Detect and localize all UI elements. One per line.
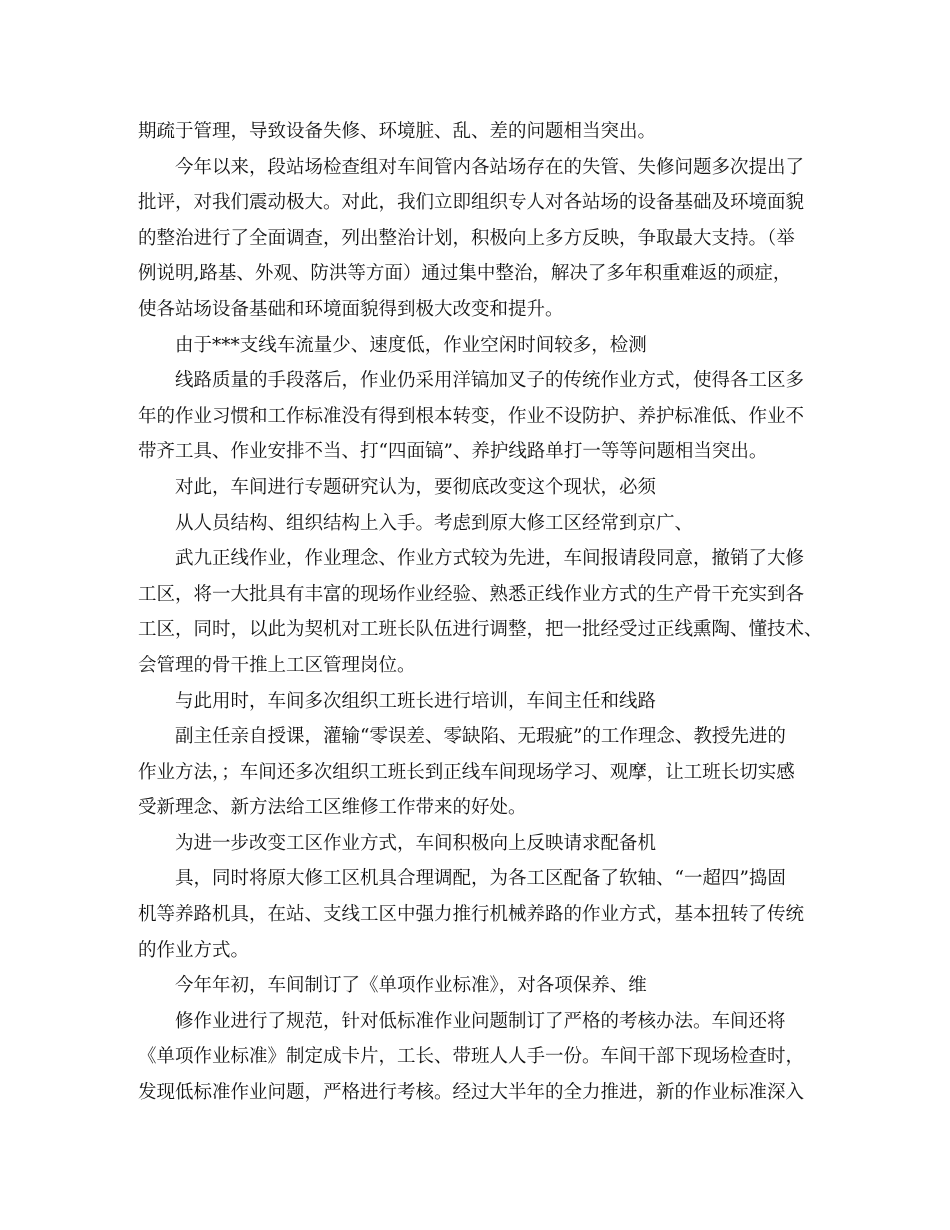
- text-line: 武九正线作业，作业理念、作业方式较为先进，车间报请段同意，撤销了大修: [175, 548, 805, 570]
- text-line: 作业方法，；车间还多次组织工班长到正线车间现场学习、观摩，让工班长切实感: [138, 761, 795, 783]
- text-line: 带齐工具、作业安排不当、打“四面镐”、养护线路单打一等等问题相当突出。: [138, 441, 768, 463]
- text-line: 从人员结构、组织结构上入手。考虑到原大修工区经常到京广、: [175, 512, 694, 534]
- text-line: 工区，同时，以此为契机对工班长队伍进行调整，把一批经受过正线熏陶、懂技术、: [138, 619, 823, 641]
- text-line: 会管理的骨干推上工区管理岗位。: [138, 654, 416, 676]
- text-line: 与此用时，车间多次组织工班长进行培训，车间主任和线路: [175, 690, 657, 712]
- text-line: 机等养路机具，在站、支线工区中强力推行机械养路的作业方式，基本扭转了传统: [138, 904, 805, 926]
- text-line: 例说明,路基、外观、防洪等方面）通过集中整治，解决了多年积重难返的顽症，: [138, 263, 792, 285]
- text-line: 工区，将一大批具有丰富的现场作业经验、熟悉正线作业方式的生产骨干充实到各: [138, 583, 805, 605]
- text-line: 发现低标准作业问题，严格进行考核。经过大半年的全力推进，新的作业标准深入: [138, 1082, 805, 1104]
- text-line: 今年以来，段站场检查组对车间管内各站场存在的失管、失修问题多次提出了: [175, 156, 805, 178]
- text-line: 具，同时将原大修工区机具合理调配，为各工区配备了软轴、“一超四”捣固: [175, 868, 786, 890]
- text-line: 线路质量的手段落后，作业仍采用洋镐加叉子的传统作业方式，使得各工区多: [175, 370, 805, 392]
- text-line: 年的作业习惯和工作标准没有得到根本转变，作业不设防护、养护标准低、作业不: [138, 405, 805, 427]
- text-line: 受新理念、新方法给工区维修工作带来的好处。: [138, 797, 527, 819]
- text-line: 副主任亲自授课，灌输“零误差、零缺陷、无瑕疵”的工作理念、教授先进的: [175, 726, 786, 748]
- text-line: 《单项作业标准》制定成卡片，工长、带班人人手一份。车间干部下现场检查时，: [138, 1046, 805, 1068]
- text-line: 期疏于管理，导致设备失修、环境脏、乱、差的问题相当突出。: [138, 121, 657, 142]
- text-line: 今年年初，车间制订了《单项作业标准》，对各项保养、维: [175, 975, 647, 997]
- text-line: 的整治进行了全面调查，列出整治计划，积极向上多方反映，争取最大支持。（举: [138, 227, 795, 249]
- body-text: [138, 114, 828, 1111]
- text-line: 由于***支线车流量少、速度低，作业空闲时间较多，检测: [175, 334, 647, 356]
- text-line: 修作业进行了规范，针对低标准作业问题制订了严格的考核办法。车间还将: [175, 1010, 786, 1032]
- text-line: 批评，对我们震动极大。对此，我们立即组织专人对各站场的设备基础及环境面貌: [138, 192, 805, 214]
- text-line: 使各站场设备基础和环境面貌得到极大改变和提升。: [138, 298, 564, 320]
- text-line: 为进一步改变工区作业方式，车间积极向上反映请求配备机: [175, 832, 657, 854]
- text-line: 对此，车间进行专题研究认为，要彻底改变这个现状，必须: [175, 476, 657, 498]
- text-line: 的作业方式。: [138, 939, 250, 961]
